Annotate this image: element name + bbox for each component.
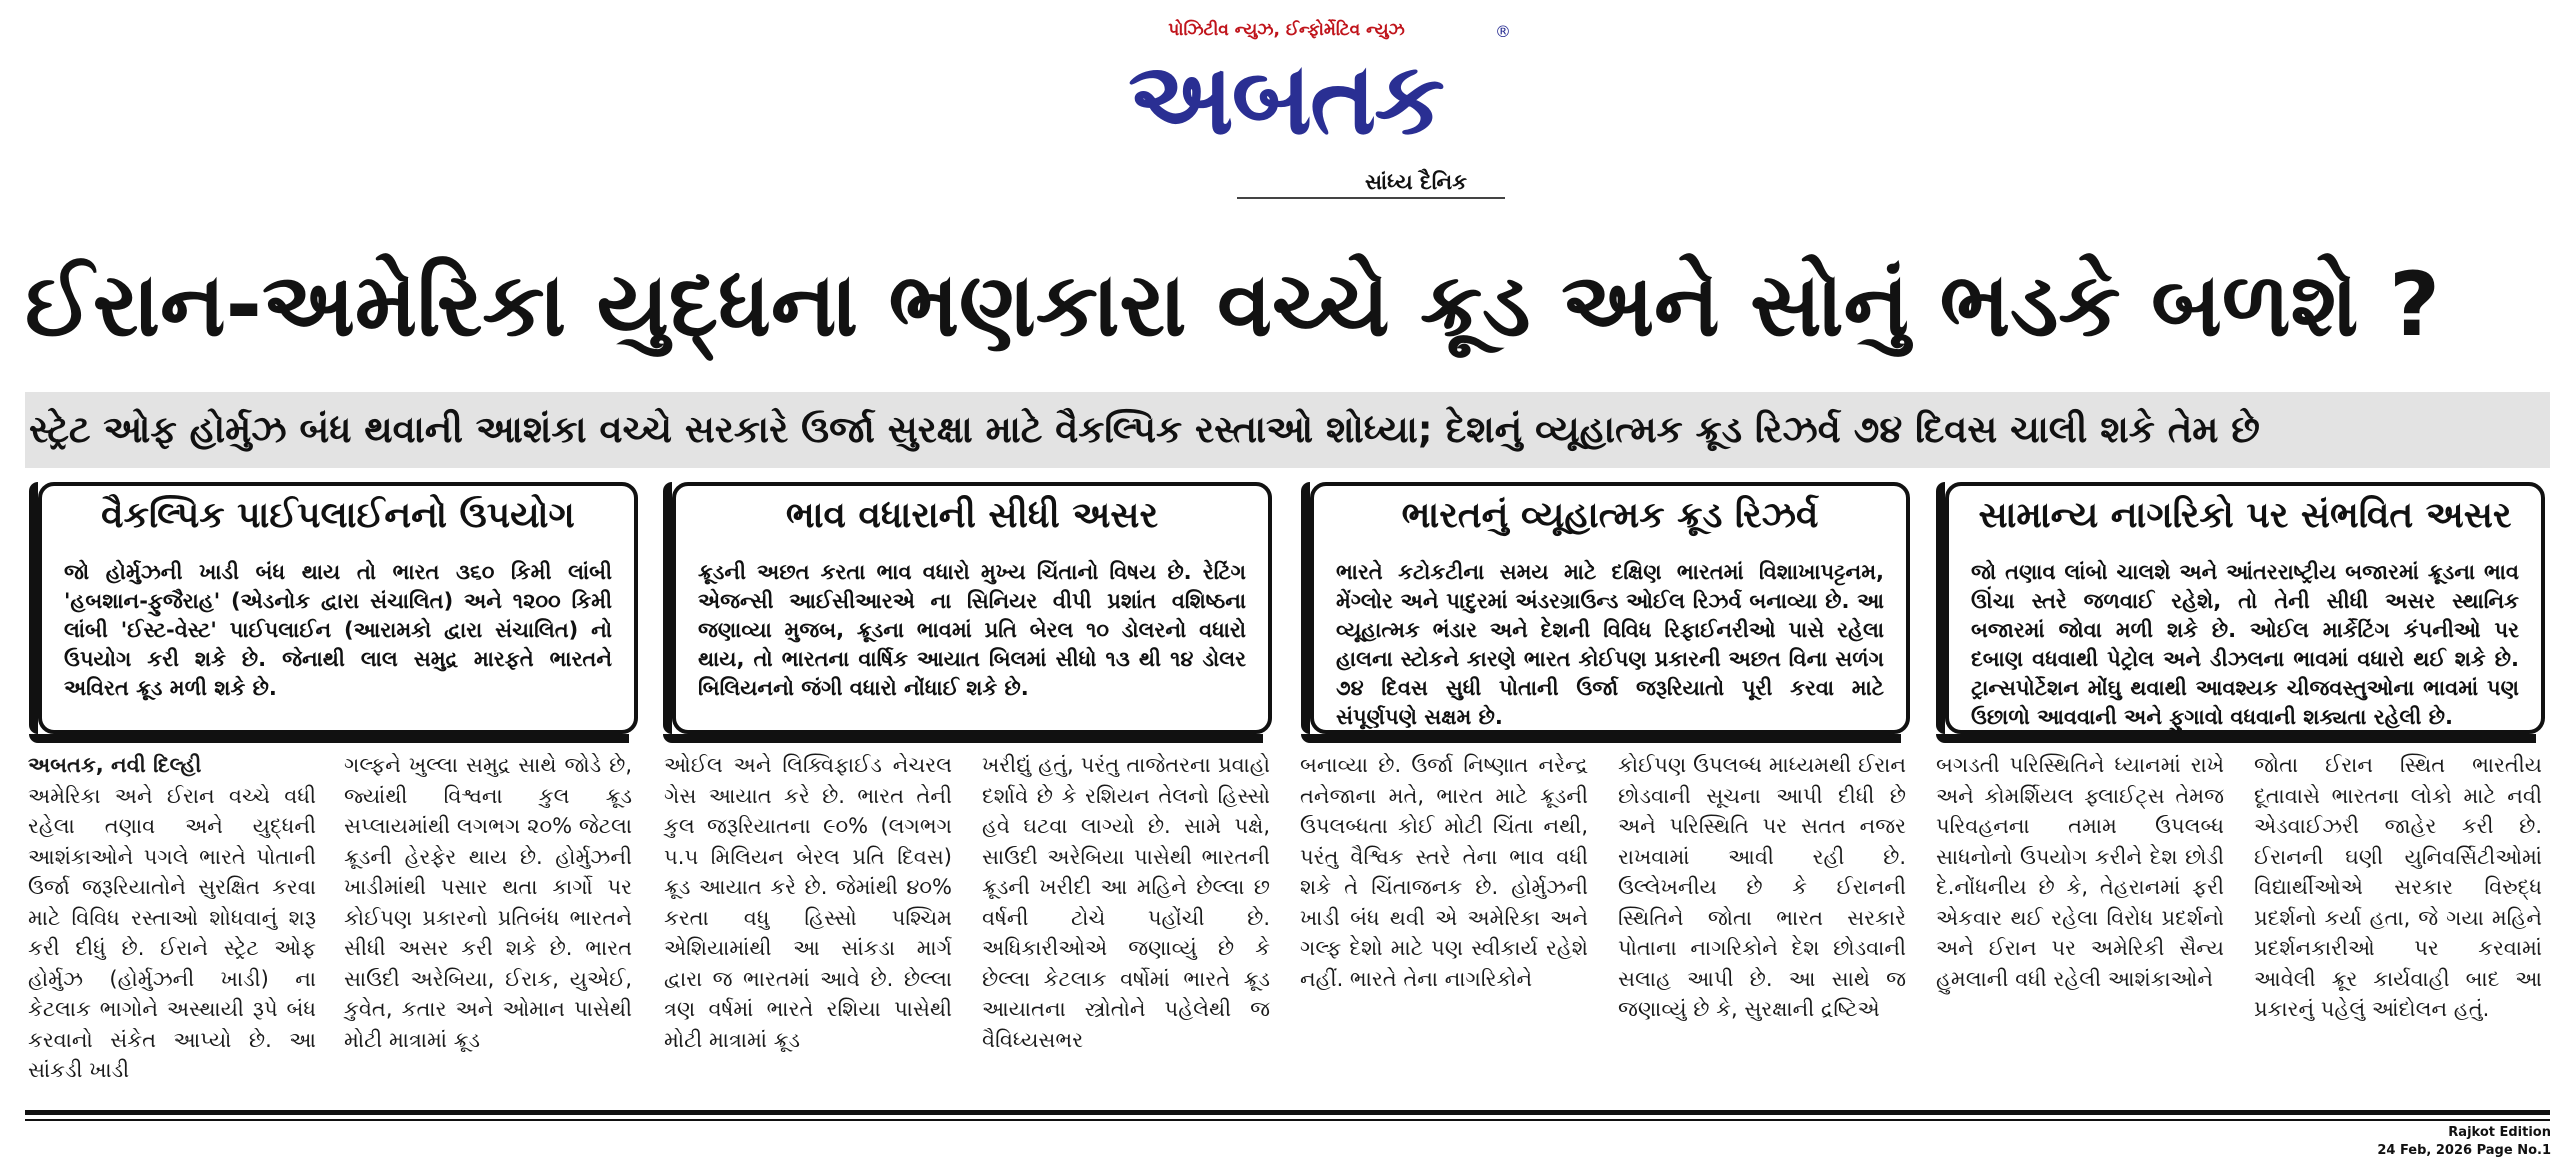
edition-date-page: 24 Feb, 2026 Page No.1	[2377, 1143, 2551, 1158]
column-text: અમેરિકા અને ઈરાન વચ્ચે વધી રહેલા તણાવ અને યુદ્ધની આશંકાઓને પગલે ભારતે પોતાની ઉર્જા જરૂરિયાતોને સુરક્ષિત કરવા માટે વિવિધ રસ્તાઓ શોધવાનું શરૂ કરી દીધું છે. ઈરાને સ્ટ્રેટ ઓફ હોર્મુઝ (હોર્મુઝની ખાડી) ના કેટલાક ભાગોને અસ્થાયી રૂપે બંધ કરવાનો સંકેત આપ્યો છે. આ સાંકડી ખાડી	[28, 783, 316, 1082]
article-column-5	[1300, 750, 1588, 994]
box-frame	[672, 482, 1272, 734]
bottom-rule	[25, 1110, 2550, 1115]
info-box-strategic-reserve	[1310, 482, 1910, 734]
box-title: ભાવ વધારાની સીધી અસર	[785, 495, 1159, 536]
box-body: જો હોર્મુઝની ખાડી બંધ થાય તો ભારત ૩૬૦ કિમી લાંબી 'હબશાન-ફુજૈરાહ' (એડનોક દ્વારા સંચાલિત) અને ૧૨૦૦ કિમી લાંબી 'ઈસ્ટ-વેસ્ટ' પાઈપલાઈન (આરામકો દ્વારા સંચાલિત) નો ઉપયોગ કરી શકે છે. જેનાથી લાલ સમુદ્ર મારફતે ભારતને અવિરત ક્રૂડ મળી શકે છે.	[64, 560, 612, 700]
box-frame	[1310, 482, 1910, 734]
column-text: ઓઈલ અને લિક્વિફાઈડ નેચરલ ગેસ આયાત કરે છે. ભારત તેની કુલ જરૂરિયાતના ૯૦% (લગભગ ૫.૫ મિલિયન બેરલ પ્રતિ દિવસ) ક્રૂડ આયાત કરે છે. જેમાંથી ૪૦% કરતા વધુ હિસ્સો પશ્ચિમ એશિયામાંથી આ સાંકડા માર્ગ દ્વારા જ ભારતમાં આવે છે. છેલ્લા ત્રણ વર્ષમાં ભારતે રશિયા પાસેથી મોટી માત્રામાં ક્રૂડ	[664, 753, 952, 1052]
box-shadow	[29, 734, 629, 743]
box-body: ક્રૂડની અછત કરતા ભાવ વધારો મુખ્ય ચિંતાનો વિષય છે. રેટિંગ એજન્સી આઈસીઆરએ ના સિનિયર વીપી પ્રશાંત વશિષ્ઠના જણાવ્યા મુજબ, ક્રૂડના ભાવમાં પ્રતિ બેરલ ૧૦ ડોલરનો વધારો થાય, તો ભારતના વાર્ષિક આયાત બિલમાં સીધો ૧૩ થી ૧૪ ડોલર બિલિયનનો જંગી વધારો નોંધાઈ શકે છે.	[698, 560, 1246, 700]
article-column-7	[1936, 750, 2224, 994]
box-body: જો તણાવ લાંબો ચાલશે અને આંતરરાષ્ટ્રીય બજારમાં ક્રૂડના ભાવ ઊંચા સ્તરે જળવાઈ રહેશે, તો તેની સીધી અસર સ્થાનિક બજારમાં જોવા મળી શકે છે. ઓઈલ માર્કેટિંગ કંપનીઓ પર દબાણ વધવાથી પેટ્રોલ અને ડીઝલના ભાવમાં વધારો થઈ શકે છે. ટ્રાન્સપોર્ટેશન મોંઘુ થવાથી આવશ્યક ચીજવસ્તુઓના ભાવમાં પણ ઉછાળો આવવાની અને ફુગાવો વધવાની શક્યતા રહેલી છે.	[1971, 560, 2519, 729]
box-shadow	[1936, 734, 2536, 743]
article-column-4	[982, 750, 1270, 1055]
article-column-1	[28, 750, 316, 1086]
main-headline: ઈરાન-અમેરિકા યુદ્ધના ભણકારા વચ્ચે ક્રૂડ અને સોનું ભડકે બળશે ?	[25, 253, 2441, 356]
info-box-price-impact	[672, 482, 1272, 734]
masthead-underline	[1237, 197, 1505, 199]
column-text: કોઈપણ ઉપલબ્ધ માધ્યમથી ઈરાન છોડવાની સૂચના આપી દીધી છે અને પરિસ્થિતિ પર સતત નજર રાખવામાં આવી રહી છે. ઉલ્લેખનીય છે કે ઈરાનની સ્થિતિને જોતા ભારત સરકારે પોતાના નાગરિકોને દેશ છોડવાની સલાહ આપી છે. આ સાથે જ જણાવ્યું છે કે, સુરક્ષાની દ્રષ્ટિએ	[1618, 753, 1906, 1021]
dateline: અબતક, નવી દિલ્હી	[28, 753, 202, 777]
column-text: ગલ્ફને ખુલ્લા સમુદ્ર સાથે જોડે છે, જ્યાંથી વિશ્વના કુલ ક્રૂડ સપ્લાયમાંથી લગભગ ૨૦% જેટલા ક્રૂડની હેરફેર થાય છે. હોર્મુઝની ખાડીમાંથી પસાર થતા કાર્ગો પર કોઈપણ પ્રકારનો પ્રતિબંધ ભારતને સીધી અસર કરી શકે છે. ભારત સાઉદી અરેબિયા, ઈરાક, યુએઈ, કુવેત, કતાર અને ઓમાન પાસેથી મોટી માત્રામાં ક્રૂડ	[344, 753, 632, 1052]
article-column-6	[1618, 750, 1906, 1025]
box-shadow	[1936, 482, 1945, 734]
article-column-3	[664, 750, 952, 1055]
info-box-pipeline	[38, 482, 638, 734]
box-shadow	[29, 482, 38, 734]
masthead-subtitle: સાંધ્ય દૈનિક	[1365, 170, 1467, 194]
box-title: વૈકલ્પિક પાઈપલાઈનનો ઉપયોગ	[101, 495, 575, 536]
box-shadow	[663, 734, 1263, 743]
edition-name: Rajkot Edition	[2448, 1125, 2551, 1140]
info-box-citizen-impact	[1945, 482, 2545, 734]
box-frame	[1945, 482, 2545, 734]
box-title: ભારતનું વ્યૂહાત્મક ક્રૂડ રિઝર્વ	[1401, 495, 1819, 536]
box-body: ભારતે કટોકટીના સમય માટે દક્ષિણ ભારતમાં વિશાખાપટ્ટનમ, મેંગ્લોર અને પાદુરમાં અંડરગ્રાઉન્ડ ઓઈલ રિઝર્વ બનાવ્યા છે. આ વ્યૂહાત્મક ભંડાર અને દેશની વિવિધ રિફાઈનરીઓ પાસે રહેલા હાલના સ્ટોકને કારણે ભારત કોઈપણ પ્રકારની અછત વિના સળંગ ૭૪ દિવસ સુધી પોતાની ઉર્જા જરૂરિયાતો પૂરી કરવા માટે સંપૂર્ણપણે સક્ષમ છે.	[1336, 560, 1884, 729]
article-column-8	[2254, 750, 2542, 1025]
box-shadow	[1301, 482, 1310, 734]
bottom-rule-thin	[25, 1119, 2550, 1121]
abtak-logo: અબતક	[1128, 40, 1443, 157]
box-title: સામાન્ય નાગરિકો પર સંભવિત અસર	[1978, 495, 2512, 536]
column-text: બગડતી પરિસ્થિતિને ધ્યાનમાં રાખે અને કોમર્શિયલ ફ્લાઈટ્સ તેમજ પરિવહનના તમામ ઉપલબ્ધ સાધનોનો ઉપયોગ કરીને દેશ છોડી દે.નોંધનીય છે કે, તેહરાનમાં ફરી એકવાર થઈ રહેલા વિરોધ પ્રદર્શનો અને ઈરાન પર અમેરિકી સૈન્ય હુમલાની વધી રહેલી આશંકાઓને	[1936, 753, 2224, 991]
box-shadow	[663, 482, 672, 734]
deck-subheadline: સ્ટ્રેટ ઓફ હોર્મુઝ બંધ થવાની આશંકા વચ્ચે સરકારે ઉર્જા સુરક્ષા માટે વૈકલ્પિક રસ્તાઓ શોધ્યા; દેશનું વ્યૂહાત્મક ક્રૂડ રિઝર્વ ૭૪ દિવસ ચાલી શકે તેમ છે	[25, 392, 2550, 468]
column-text: ખરીદ્યું હતું, પરંતુ તાજેતરના પ્રવાહો દર્શાવે છે કે રશિયન તેલનો હિસ્સો હવે ઘટવા લાગ્યો છે. સામે પક્ષે, સાઉદી અરેબિયા પાસેથી ભારતની ક્રૂડની ખરીદી આ મહિને છેલ્લા છ વર્ષની ટોચે પહોંચી છે. અધિકારીઓએ જણાવ્યું છે કે છેલ્લા કેટલાક વર્ષોમાં ભારતે ક્રૂડ આયાતના સ્ત્રોતોને પહેલેથી જ વૈવિધ્યસભર	[982, 753, 1270, 1052]
registered-mark: ®	[1495, 22, 1511, 41]
article-column-2	[344, 750, 632, 1055]
masthead-tagline: પોઝિટીવ ન્યુઝ, ઈન્ફોર્મેટિવ ન્યુઝ	[1168, 20, 1405, 40]
box-shadow	[1301, 734, 1901, 743]
box-frame	[38, 482, 638, 734]
edition-info	[2377, 1124, 2551, 1160]
column-text: બનાવ્યા છે. ઉર્જા નિષ્ણાત નરેન્દ્ર તનેજાના મતે, ભારત માટે ક્રૂડની ઉપલબ્ધતા કોઈ મોટી ચિંતા નથી, પરંતુ વૈશ્વિક સ્તરે તેના ભાવ વધી શકે તે ચિંતાજનક છે. હોર્મુઝની ખાડી બંધ થવી એ અમેરિકા અને ગલ્ફ દેશો માટે પણ સ્વીકાર્ય રહેશે નહીં. ભારતે તેના નાગરિકોને	[1300, 753, 1588, 991]
column-text: જોતા ઈરાન સ્થિત ભારતીય દૂતાવાસે ભારતના લોકો માટે નવી એડવાઈઝરી જાહેર કરી છે. ઈરાનની ઘણી યુનિવર્સિટીઓમાં વિદ્યાર્થીઓએ સરકાર વિરુદ્ધ પ્રદર્શનો કર્યા હતા, જે ગયા મહિને પ્રદર્શનકારીઓ પર કરવામાં આવેલી ક્રૂર કાર્યવાહી બાદ આ પ્રકારનું પહેલું આંદોલન હતું.	[2254, 753, 2542, 1021]
